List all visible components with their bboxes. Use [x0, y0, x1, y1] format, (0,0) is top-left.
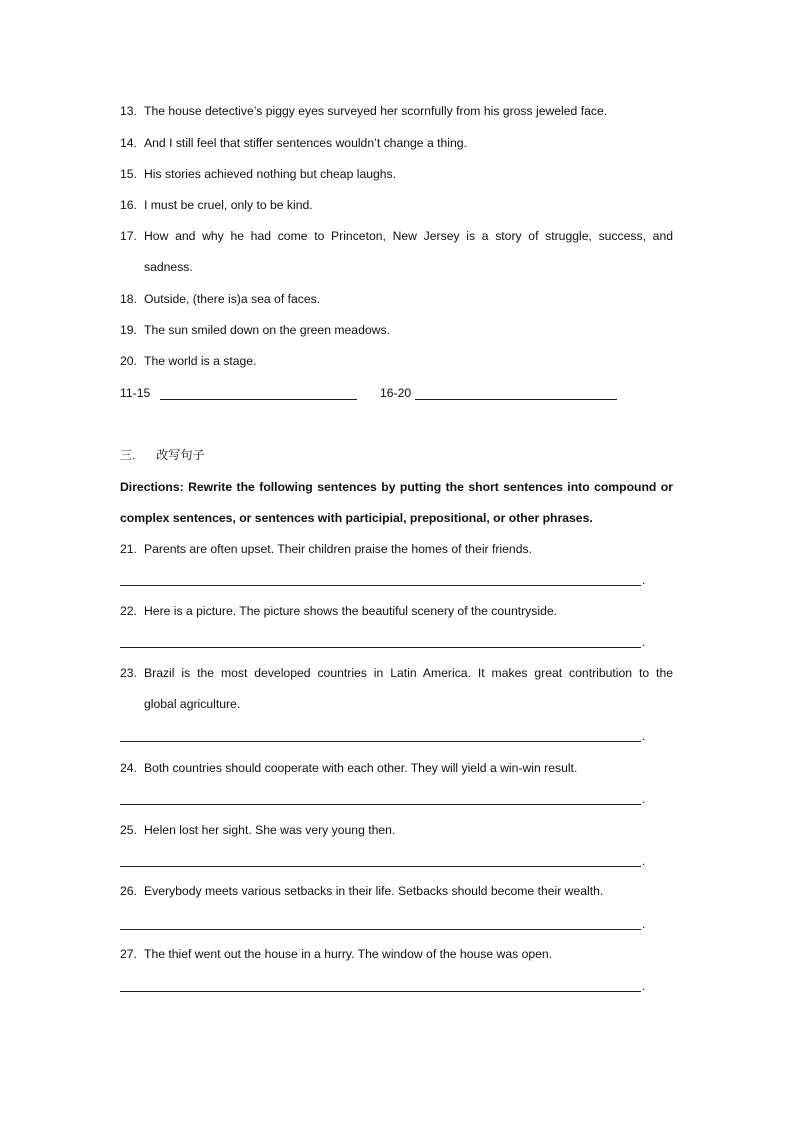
list-item: [120, 228, 673, 244]
item-text: And I still feel that stiffer sentences wouldn’t change a thing.: [144, 136, 467, 150]
list-item: [120, 541, 532, 557]
item-text: The sun smiled down on the green meadows.: [144, 323, 390, 337]
item-text: Both countries should cooperate with each other. They will yield a win-win result.: [144, 761, 578, 775]
line-end-period: .: [642, 573, 646, 587]
section-number: 三.: [120, 448, 136, 462]
line-end-period: .: [642, 635, 646, 649]
line-end-period: .: [642, 792, 646, 806]
list-item: [120, 166, 396, 182]
answer-blank[interactable]: [120, 866, 641, 867]
item-number: 16.: [120, 198, 137, 212]
item-number: 20.: [120, 354, 137, 368]
item-number: 17.: [120, 229, 137, 243]
list-item: [120, 883, 603, 899]
answer-blank[interactable]: [120, 741, 641, 742]
item-text: The house detective’s piggy eyes surveyed her scornfully from his gross jeweled face.: [144, 104, 608, 118]
section-heading: [120, 447, 205, 463]
answer-blank[interactable]: [120, 929, 641, 930]
line-end-period: .: [642, 917, 646, 931]
line-end-period: .: [642, 979, 646, 993]
list-item: [120, 665, 673, 681]
list-item: [120, 103, 607, 119]
item-text-continued: sadness.: [144, 260, 193, 274]
item-text: How and why he had come to Princeton, New Jersey is a story of struggle, success, and: [144, 229, 673, 243]
list-item: [120, 603, 557, 619]
item-number: 25.: [120, 823, 137, 837]
list-item: [120, 135, 467, 151]
list-item: [120, 822, 395, 838]
list-item: [120, 322, 390, 338]
item-number: 13.: [120, 104, 137, 118]
answer-blank-16-20[interactable]: [415, 399, 617, 400]
directions-line-2: complex sentences, or sentences with participial, prepositional, or other phrases.: [120, 511, 593, 525]
section-title: 改写句子: [156, 448, 205, 462]
item-text: Helen lost her sight. She was very young then.: [144, 823, 396, 837]
list-item: [120, 197, 313, 213]
item-text: Brazil is the most developed countries in Latin America. It makes great contribution to the: [144, 666, 673, 680]
item-text: Outside, (there is)a sea of faces.: [144, 292, 321, 306]
answer-blank-11-15[interactable]: [160, 399, 357, 400]
answer-blank[interactable]: [120, 585, 641, 586]
directions-line-1: Directions: Rewrite the following sentences by putting the short sentences into compound or: [120, 480, 673, 494]
list-item: [120, 760, 577, 776]
item-number: 23.: [120, 666, 137, 680]
item-number: 22.: [120, 604, 137, 618]
answer-blank[interactable]: [120, 647, 641, 648]
item-text-continued: global agriculture.: [144, 697, 241, 711]
item-number: 26.: [120, 884, 137, 898]
item-number: 14.: [120, 136, 137, 150]
answer-label-11-15: 11-15: [120, 386, 151, 400]
item-number: 21.: [120, 542, 137, 556]
item-text: Everybody meets various setbacks in their life. Setbacks should become their wealth.: [144, 884, 604, 898]
answer-blank[interactable]: [120, 804, 641, 805]
list-item: [120, 353, 256, 369]
line-end-period: .: [642, 854, 646, 868]
list-item: [120, 946, 552, 962]
item-text: I must be cruel, only to be kind.: [144, 198, 313, 212]
answer-label-16-20: 16-20: [380, 386, 412, 400]
item-number: 18.: [120, 292, 137, 306]
list-item: [120, 291, 320, 307]
line-end-period: .: [642, 729, 646, 743]
answer-blank[interactable]: [120, 991, 641, 992]
item-text: Parents are often upset. Their children praise the homes of their friends.: [144, 542, 532, 556]
item-text: His stories achieved nothing but cheap laughs.: [144, 167, 397, 181]
item-text: The thief went out the house in a hurry. The window of the house was open.: [144, 947, 553, 961]
item-number: 15.: [120, 167, 137, 181]
item-text: The world is a stage.: [144, 354, 257, 368]
directions: [120, 479, 673, 495]
item-number: 24.: [120, 761, 137, 775]
item-number: 27.: [120, 947, 137, 961]
item-number: 19.: [120, 323, 137, 337]
item-text: Here is a picture. The picture shows the beautiful scenery of the countryside.: [144, 604, 558, 618]
